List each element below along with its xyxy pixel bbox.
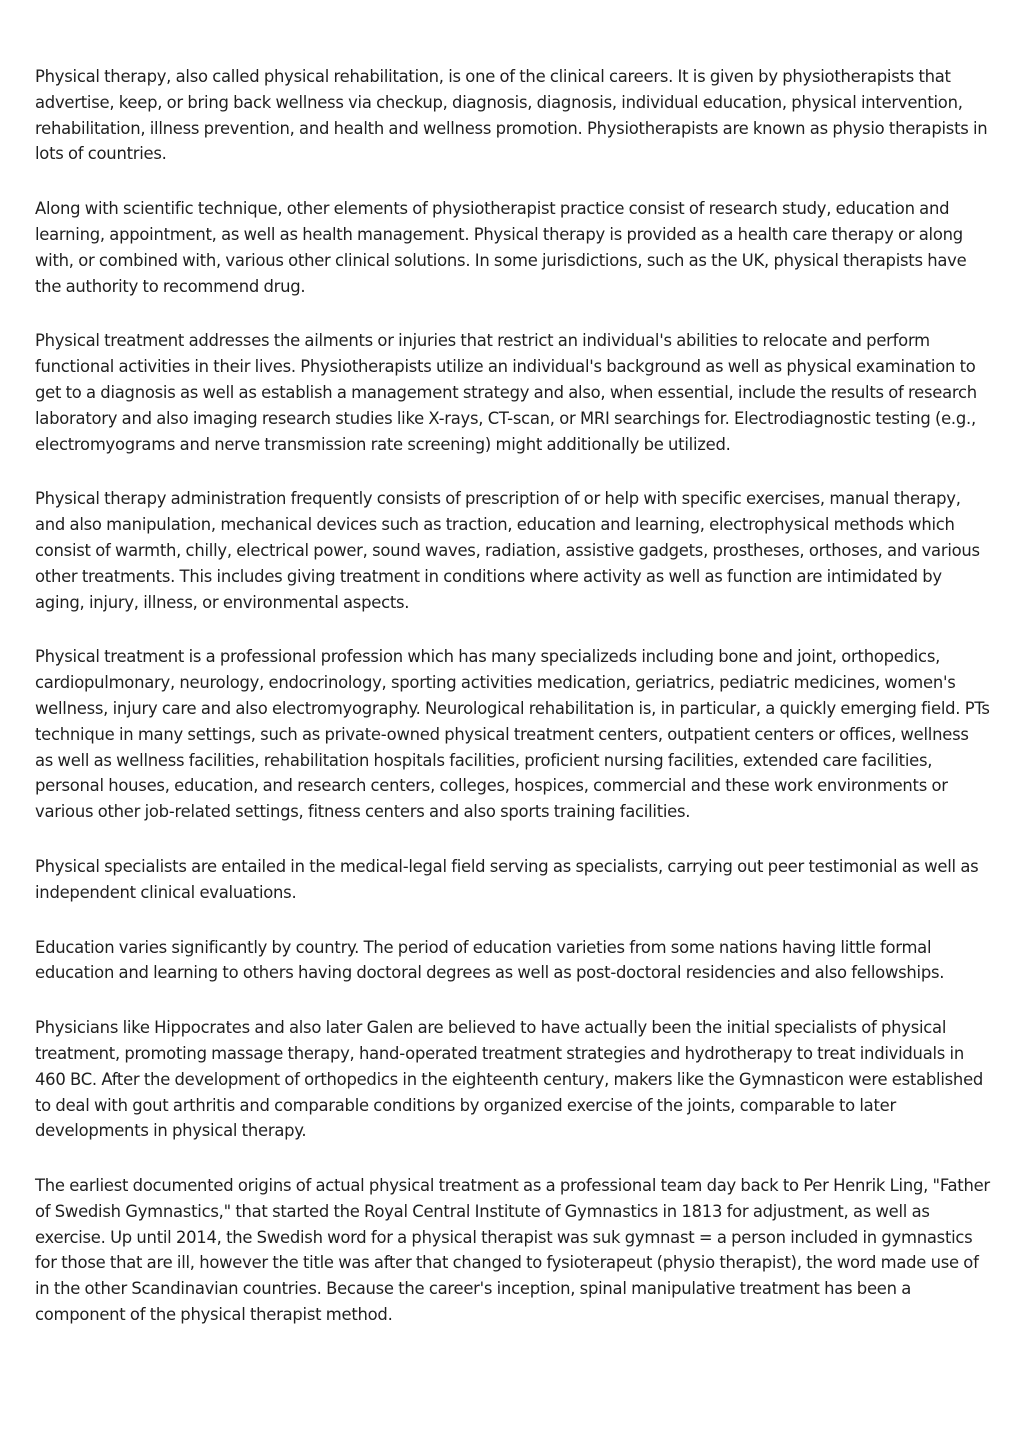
paragraph-specialties: Physical treatment is a professional profession which has many specializeds including bone and joint, orthopedics, cardiopulmonary, neurology, endocrinology, sporting activities medication, geriatrics, pediatric medicines, women's wellness, injury care and also electromyography. Neurological rehabilitation is, in particular, a quickly emerging field. PTs technique in many settings, such as private-owned physical treatment centers, outpatient centers or offices, wellness as well as wellness facilities, rehabilitation hospitals facilities, proficient nursing facilities, extended care facilities, personal houses, education, and research centers, colleges, hospices, commercial and these work environments or various other job-related settings, fitness centers and also sports training facilities. <box>35 647 990 822</box>
article-body <box>35 64 991 1357</box>
paragraph-administration: Physical therapy administration frequently consists of prescription of or help with specific exercises, manual therapy, and also manipulation, mechanical devices such as traction, education and learning, electrophysical methods which consist of warmth, chilly, electrical power, sound waves, radiation, assistive gadgets, prostheses, orthoses, and various other treatments. This includes giving treatment in conditions where activity as well as function are intimidated by aging, injury, illness, or environmental aspects. <box>35 489 980 612</box>
paragraph-diagnosis: Physical treatment addresses the ailments or injuries that restrict an individual's abilities to relocate and perform functional activities in their lives. Physiotherapists utilize an individual's background as well as physical examination to get to a diagnosis as well as establish a management strategy and also, when essential, include the results of research laboratory and also imaging research studies like X-rays, CT-scan, or MRI searchings for. Electrodiagnostic testing (e.g., electromyograms and nerve transmission rate screening) might additionally be utilized. <box>35 331 977 454</box>
paragraph-medical-legal: Physical specialists are entailed in the medical-legal field serving as specialists, carrying out peer testimonial as well as independent clinical evaluations. <box>35 856 979 902</box>
paragraph-history-early: Physicians like Hippocrates and also later Galen are believed to have actually been the initial specialists of physical treatment, promoting massage therapy, hand-operated treatment strategies and hydrotherapy to treat individuals in 460 BC. After the development of orthopedics in the eighteenth century, makers like the Gymnasticon were established to deal with gout arthritis and comparable conditions by organized exercise of the joints, comparable to later developments in physical therapy. <box>35 1018 984 1141</box>
paragraph-practice: Along with scientific technique, other elements of physiotherapist practice consist of research study, education and learning, appointment, as well as health management. Physical therapy is provided as a health care therapy or along with, or combined with, various other clinical solutions. In some jurisdictions, such as the UK, physical therapists have the authority to recommend drug. <box>35 199 967 296</box>
paragraph-education: Education varies significantly by country. The period of education varieties from some nations having little formal education and learning to others having doctoral degrees as well as post-doctoral residencies and also fellowships. <box>35 937 945 983</box>
paragraph-history-ling: The earliest documented origins of actual physical treatment as a professional team day back to Per Henrik Ling, "Father of Swedish Gymnastics," that started the Royal Central Institute of Gymnastics in 1813 for adjustment, as well as exercise. Up until 2014, the Swedish word for a physical therapist was suk gymnast = a person included in gymnastics for those that are ill, however the title was after that changed to fysioterapeut (physio therapist), the word made use of in the other Scandinavian countries. Because the career's inception, spinal manipulative treatment has been a component of the physical therapist method. <box>35 1176 990 1325</box>
paragraph-definition: Physical therapy, also called physical rehabilitation, is one of the clinical careers. It is given by physiotherapists that advertise, keep, or bring back wellness via checkup, diagnosis, diagnosis, individual education, physical intervention, rehabilitation, illness prevention, and health and wellness promotion. Physiotherapists are known as physio therapists in lots of countries. <box>35 67 988 164</box>
